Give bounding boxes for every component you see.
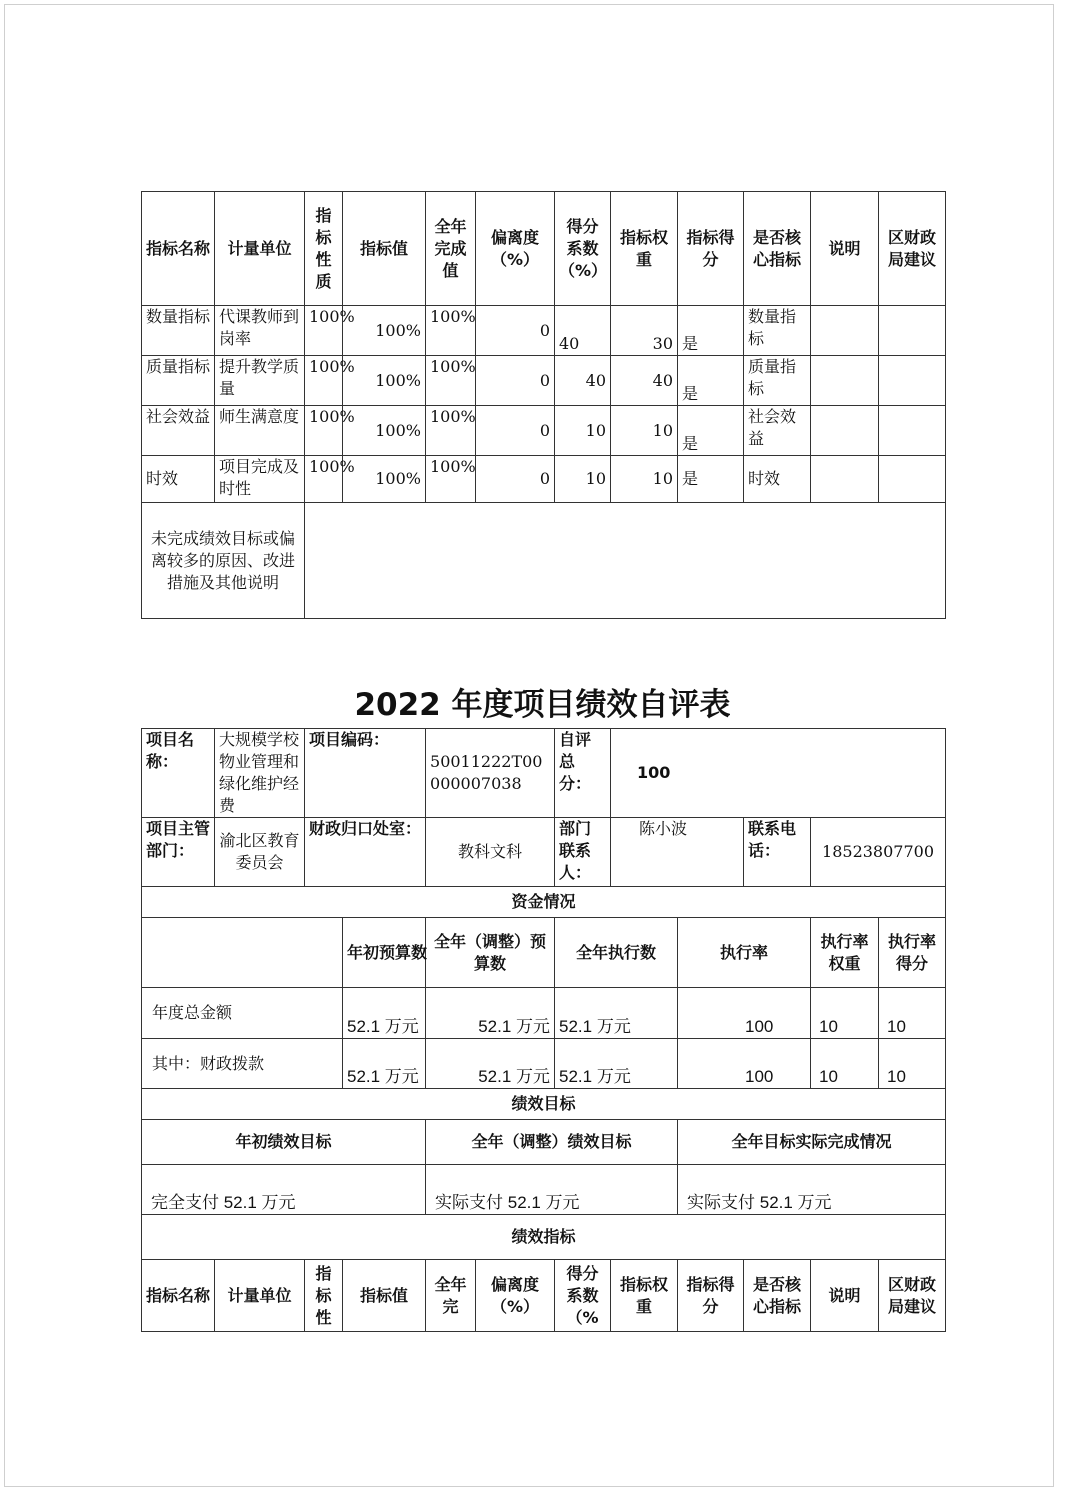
project-name-label: 项目名称：: [142, 729, 215, 818]
header-coef: 得分系数（%: [555, 1260, 611, 1332]
header-note: 说明: [811, 1260, 879, 1332]
indicator-explain: [811, 356, 879, 406]
header-note: 说明: [811, 192, 879, 306]
funds-initial: 52.1 万元: [343, 1039, 426, 1089]
header-advice: 区财政局建议: [879, 1260, 946, 1332]
indicator-value: 100%: [343, 406, 426, 456]
header-score: 指标得分: [678, 192, 744, 306]
funds-header-executed: 全年执行数: [555, 918, 678, 988]
indicator-deviation: 0: [476, 406, 555, 456]
office-value: 教科文科: [426, 818, 555, 887]
indicator-weight: 10: [611, 406, 678, 456]
indicator-value: 100%: [343, 456, 426, 503]
funds-header-row: [142, 918, 946, 988]
contact-value: 陈小波: [611, 818, 744, 887]
table-row: [142, 456, 946, 503]
goals-value-row: [142, 1165, 946, 1215]
funds-header-rate-score: 执行率得分: [879, 918, 946, 988]
header-score: 指标得分: [678, 1260, 744, 1332]
indicator-coef: 10: [555, 456, 611, 503]
contact-label: 部门联系人：: [555, 818, 611, 887]
unfinished-label: 未完成绩效目标或偏离较多的原因、改进措施及其他说明: [142, 503, 305, 619]
funds-header-rate: 执行率: [678, 918, 811, 988]
indicator-value: 100%: [343, 306, 426, 356]
phone-value: 18523807700: [811, 818, 946, 887]
funds-rate: 100: [678, 1039, 811, 1089]
header-nature: 指标性: [305, 1260, 343, 1332]
header-indicator-name: 指标名称: [142, 1260, 215, 1332]
funds-header-rate-weight: 执行率权重: [811, 918, 879, 988]
office-label: 财政归口处室：: [305, 818, 426, 887]
project-evaluation-table: [141, 728, 946, 1332]
indicator-completed: 100%: [426, 356, 476, 406]
funds-initial: 52.1 万元: [343, 988, 426, 1039]
indicator-unit: 师生满意度: [215, 406, 305, 456]
indicator-advice: [879, 306, 946, 356]
funds-rate-score: 10: [879, 1039, 946, 1089]
indicator-unit: 项目完成及时性: [215, 456, 305, 503]
header-unit: 计量单位: [215, 1260, 305, 1332]
goals-header-row: [142, 1120, 946, 1165]
funds-section-title: 资金情况: [142, 887, 946, 918]
indicators-section-row: [142, 1215, 946, 1260]
funds-header-blank: [142, 918, 343, 988]
funds-section-row: [142, 887, 946, 918]
header-nature: 指标性质: [305, 192, 343, 306]
page-title: 2022 年度项目绩效自评表: [354, 687, 731, 723]
goals-header-actual: 全年目标实际完成情况: [678, 1120, 946, 1165]
indicator-completed: 100%: [426, 456, 476, 503]
indicator-nature: 100%: [305, 306, 343, 356]
table-row: [142, 406, 946, 456]
indicator-unit: 提升教学质量: [215, 356, 305, 406]
indicator-note: 质量指标: [744, 356, 811, 406]
header-core: 是否核心指标: [744, 192, 811, 306]
indicator-core: 是: [678, 406, 744, 456]
funds-header-adjusted: 全年（调整）预算数: [426, 918, 555, 988]
funds-row-label: 其中：财政拨款: [142, 1039, 343, 1089]
indicator-explain: [811, 406, 879, 456]
indicator-core: 是: [678, 306, 744, 356]
goal-initial-value: 完全支付 52.1 万元: [142, 1165, 426, 1215]
funds-rate-weight: 10: [811, 1039, 879, 1089]
indicator-core: 是: [678, 356, 744, 406]
indicator-coef: 40: [555, 306, 611, 356]
indicator-weight: 10: [611, 456, 678, 503]
funds-adjusted: 52.1 万元: [426, 1039, 555, 1089]
header-value: 指标值: [343, 1260, 426, 1332]
indicator-nature: 100%: [305, 356, 343, 406]
indicator-note: 时效: [744, 456, 811, 503]
header-completed: 全年完成值: [426, 192, 476, 306]
dept-label: 项目主管部门：: [142, 818, 215, 887]
indicator-table-top: [141, 191, 946, 619]
indicator-completed: 100%: [426, 406, 476, 456]
table-row: [142, 356, 946, 406]
funds-executed: 52.1 万元: [555, 988, 678, 1039]
indicator-unit: 代课教师到岗率: [215, 306, 305, 356]
indicator-deviation: 0: [476, 306, 555, 356]
funds-row-label: 年度总金额: [142, 988, 343, 1039]
indicator-header-row: [142, 192, 946, 306]
funds-rate: 100: [678, 988, 811, 1039]
indicator-explain: [811, 456, 879, 503]
funds-header-initial: 年初预算数: [343, 918, 426, 988]
header-indicator-name: 指标名称: [142, 192, 215, 306]
funds-rate-score: 10: [879, 988, 946, 1039]
indicator-nature: 100%: [305, 406, 343, 456]
indicator-name: 数量指标: [142, 306, 215, 356]
project-code-value: 50011222T00000007038: [426, 729, 555, 818]
header-weight: 指标权重: [611, 1260, 678, 1332]
indicator-value: 100%: [343, 356, 426, 406]
indicator-completed: 100%: [426, 306, 476, 356]
header-deviation: 偏离度（%）: [476, 192, 555, 306]
table-row: [142, 1039, 946, 1089]
indicator-name: 质量指标: [142, 356, 215, 406]
project-name-value: 大规模学校物业管理和绿化维护经费: [215, 729, 305, 818]
dept-value: 渝北区教育委员会: [215, 818, 305, 887]
unfinished-content: [305, 503, 946, 619]
indicator-weight: 30: [611, 306, 678, 356]
indicator-name: 社会效益: [142, 406, 215, 456]
header-unit: 计量单位: [215, 192, 305, 306]
indicator-core: 是: [678, 456, 744, 503]
goal-adjusted-value: 实际支付 52.1 万元: [426, 1165, 678, 1215]
indicator-explain: [811, 306, 879, 356]
indicator-nature: 100%: [305, 456, 343, 503]
indicator-deviation: 0: [476, 456, 555, 503]
header-value: 指标值: [343, 192, 426, 306]
goal-actual-value: 实际支付 52.1 万元: [678, 1165, 946, 1215]
indicator-coef: 40: [555, 356, 611, 406]
header-deviation: 偏离度（%）: [476, 1260, 555, 1332]
project-dept-row: [142, 818, 946, 887]
header-completed: 全年完: [426, 1260, 476, 1332]
project-code-label: 项目编码：: [305, 729, 426, 818]
header-weight: 指标权重: [611, 192, 678, 306]
indicator-note: 数量指标: [744, 306, 811, 356]
goals-header-initial: 年初绩效目标: [142, 1120, 426, 1165]
indicator-deviation: 0: [476, 356, 555, 406]
table-row: [142, 988, 946, 1039]
funds-adjusted: 52.1 万元: [426, 988, 555, 1039]
indicator-advice: [879, 406, 946, 456]
indicator-advice: [879, 456, 946, 503]
indicator-name: 时效: [142, 456, 215, 503]
goals-header-adjusted: 全年（调整）绩效目标: [426, 1120, 678, 1165]
unfinished-row: [142, 503, 946, 619]
project-info-row: [142, 729, 946, 818]
header-core: 是否核心指标: [744, 1260, 811, 1332]
self-score-value: 100: [611, 729, 946, 818]
header-coef: 得分系数（%）: [555, 192, 611, 306]
indicator-note: 社会效益: [744, 406, 811, 456]
funds-rate-weight: 10: [811, 988, 879, 1039]
funds-executed: 52.1 万元: [555, 1039, 678, 1089]
goals-section-row: [142, 1089, 946, 1120]
header-advice: 区财政局建议: [879, 192, 946, 306]
indicator-advice: [879, 356, 946, 406]
goals-section-title: 绩效目标: [142, 1089, 946, 1120]
self-score-label: 自评总分：: [555, 729, 611, 818]
table-row: [142, 306, 946, 356]
indicator-header-row: [142, 1260, 946, 1332]
indicator-coef: 10: [555, 406, 611, 456]
phone-label: 联系电话：: [744, 818, 811, 887]
indicators-section-title: 绩效指标: [142, 1215, 946, 1260]
indicator-weight: 40: [611, 356, 678, 406]
